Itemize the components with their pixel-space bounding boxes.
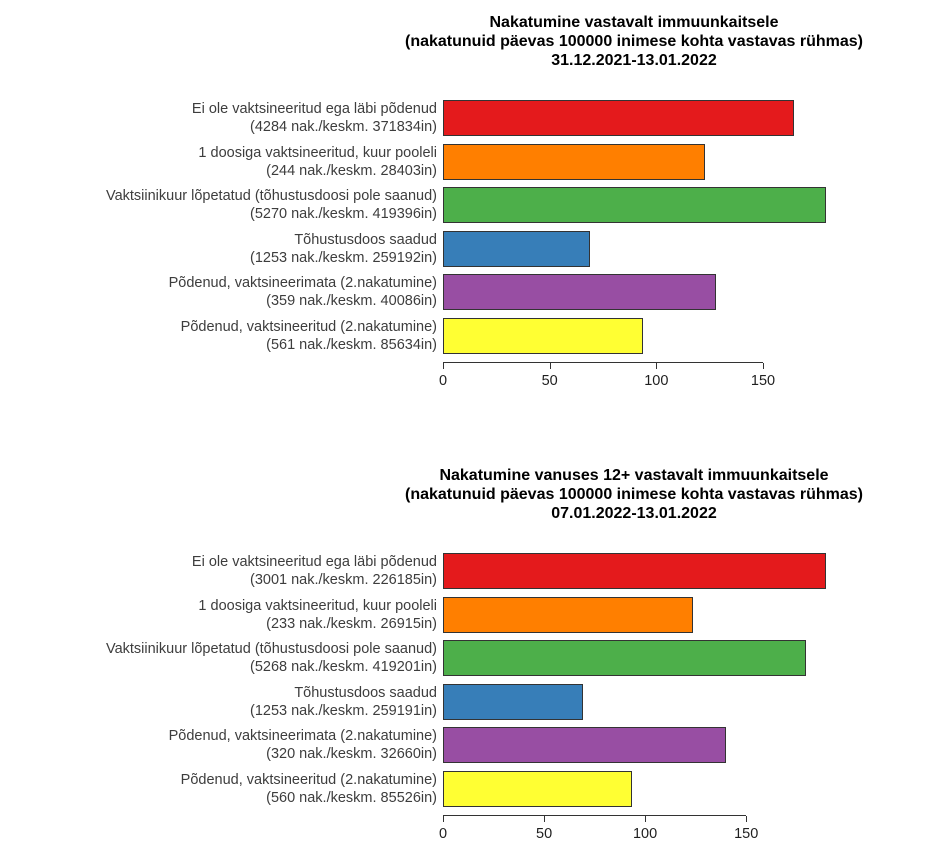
axis-tick xyxy=(645,816,646,822)
category-label xyxy=(0,144,437,180)
axis-tick xyxy=(544,816,545,822)
axis-tick xyxy=(443,816,444,822)
bar xyxy=(443,640,806,676)
category-label-stats: (4284 nak./keskm. 371834in) xyxy=(250,119,437,135)
category-label xyxy=(0,274,437,310)
category-label-name: Ei ole vaktsineeritud ega läbi põdenud xyxy=(191,554,437,570)
chart-title-period: 31.12.2021-13.01.2022 xyxy=(551,52,717,69)
category-label-stats: (359 nak./keskm. 40086in) xyxy=(266,293,437,309)
axis-tick xyxy=(443,363,444,369)
category-label-stats: (560 nak./keskm. 85526in) xyxy=(266,789,437,806)
category-label xyxy=(0,727,437,763)
category-label xyxy=(0,318,437,354)
axis-line xyxy=(443,362,763,363)
bar xyxy=(443,597,693,633)
category-label-name: Tõhustusdoos saadud xyxy=(294,684,437,701)
category-label xyxy=(0,231,437,267)
category-label-name: Vaktsiinikuur lõpetatud (tõhustusdoosi pole saanud) xyxy=(105,188,437,204)
chart-title-period: 07.01.2022-13.01.2022 xyxy=(551,505,717,522)
axis-tick-label: 0 xyxy=(438,826,448,842)
category-label xyxy=(0,100,437,136)
bar xyxy=(443,771,632,807)
chart-title-line-1: Nakatumine vastavalt immuunkaitsele xyxy=(489,14,779,31)
category-label-name: 1 doosiga vaktsineeritud, kuur pooleli xyxy=(198,144,437,161)
bar xyxy=(443,144,705,180)
axis-tick-label: 0 xyxy=(438,373,448,389)
category-label-name: Põdenud, vaktsineeritud (2.nakatumine) xyxy=(180,318,437,335)
axis-tick-label: 50 xyxy=(541,373,558,389)
axis-tick-label: 50 xyxy=(536,826,553,842)
category-label-stats: (3001 nak./keskm. 226185in) xyxy=(250,572,437,588)
axis-tick-label: 150 xyxy=(750,373,776,389)
axis-tick xyxy=(656,363,657,369)
axis-tick-label: 100 xyxy=(644,373,669,389)
category-label xyxy=(0,771,437,807)
chart-title-line-2: (nakatunuid päevas 100000 inimese kohta vastavas rühmas) xyxy=(405,486,863,503)
axis-tick xyxy=(746,816,747,822)
axis-tick xyxy=(763,363,764,369)
axis-tick-label: 100 xyxy=(632,826,658,842)
category-label-name: 1 doosiga vaktsineeritud, kuur pooleli xyxy=(198,597,437,614)
category-label xyxy=(0,187,437,223)
bar xyxy=(443,553,826,589)
category-label-name: Põdenud, vaktsineeritud (2.nakatumine) xyxy=(180,771,437,788)
category-label-name: Põdenud, vaktsineerimata (2.nakatumine) xyxy=(168,275,437,291)
chart-infection-by-immunity xyxy=(0,0,926,430)
category-label-name: Tõhustusdoos saadud xyxy=(294,231,437,248)
category-label-stats: (5268 nak./keskm. 419201in) xyxy=(250,659,437,675)
bar xyxy=(443,231,590,267)
plot-area xyxy=(0,0,926,430)
category-label-stats: (320 nak./keskm. 32660in) xyxy=(266,746,437,762)
category-label-stats: (5270 nak./keskm. 419396in) xyxy=(250,206,437,222)
bar xyxy=(443,684,583,720)
category-label xyxy=(0,640,437,676)
chart-title-line-2: (nakatunuid päevas 100000 inimese kohta vastavas rühmas) xyxy=(405,33,863,50)
category-label-name: Vaktsiinikuur lõpetatud (tõhustusdoosi pole saanud) xyxy=(105,641,437,657)
plot-area xyxy=(0,453,926,864)
bar xyxy=(443,187,826,223)
bar xyxy=(443,727,726,763)
chart-infection-by-immunity-12plus xyxy=(0,453,926,864)
chart-title-line-1: Nakatumine vanuses 12+ vastavalt immuunkaitsele xyxy=(439,467,829,484)
category-label-stats: (233 nak./keskm. 26915in) xyxy=(266,615,437,632)
axis-tick xyxy=(550,363,551,369)
category-label xyxy=(0,597,437,633)
category-label xyxy=(0,684,437,720)
category-label-stats: (1253 nak./keskm. 259192in) xyxy=(250,249,437,266)
axis-line xyxy=(443,815,746,816)
category-label-stats: (244 nak./keskm. 28403in) xyxy=(266,162,437,179)
category-label-stats: (561 nak./keskm. 85634in) xyxy=(266,336,437,353)
bar xyxy=(443,100,794,136)
category-label-name: Ei ole vaktsineeritud ega läbi põdenud xyxy=(191,101,437,117)
bar xyxy=(443,318,643,354)
category-label-stats: (1253 nak./keskm. 259191in) xyxy=(250,702,437,719)
category-label-name: Põdenud, vaktsineerimata (2.nakatumine) xyxy=(168,728,437,744)
category-label xyxy=(0,553,437,589)
bar xyxy=(443,274,716,310)
axis-tick-label: 150 xyxy=(734,826,759,842)
